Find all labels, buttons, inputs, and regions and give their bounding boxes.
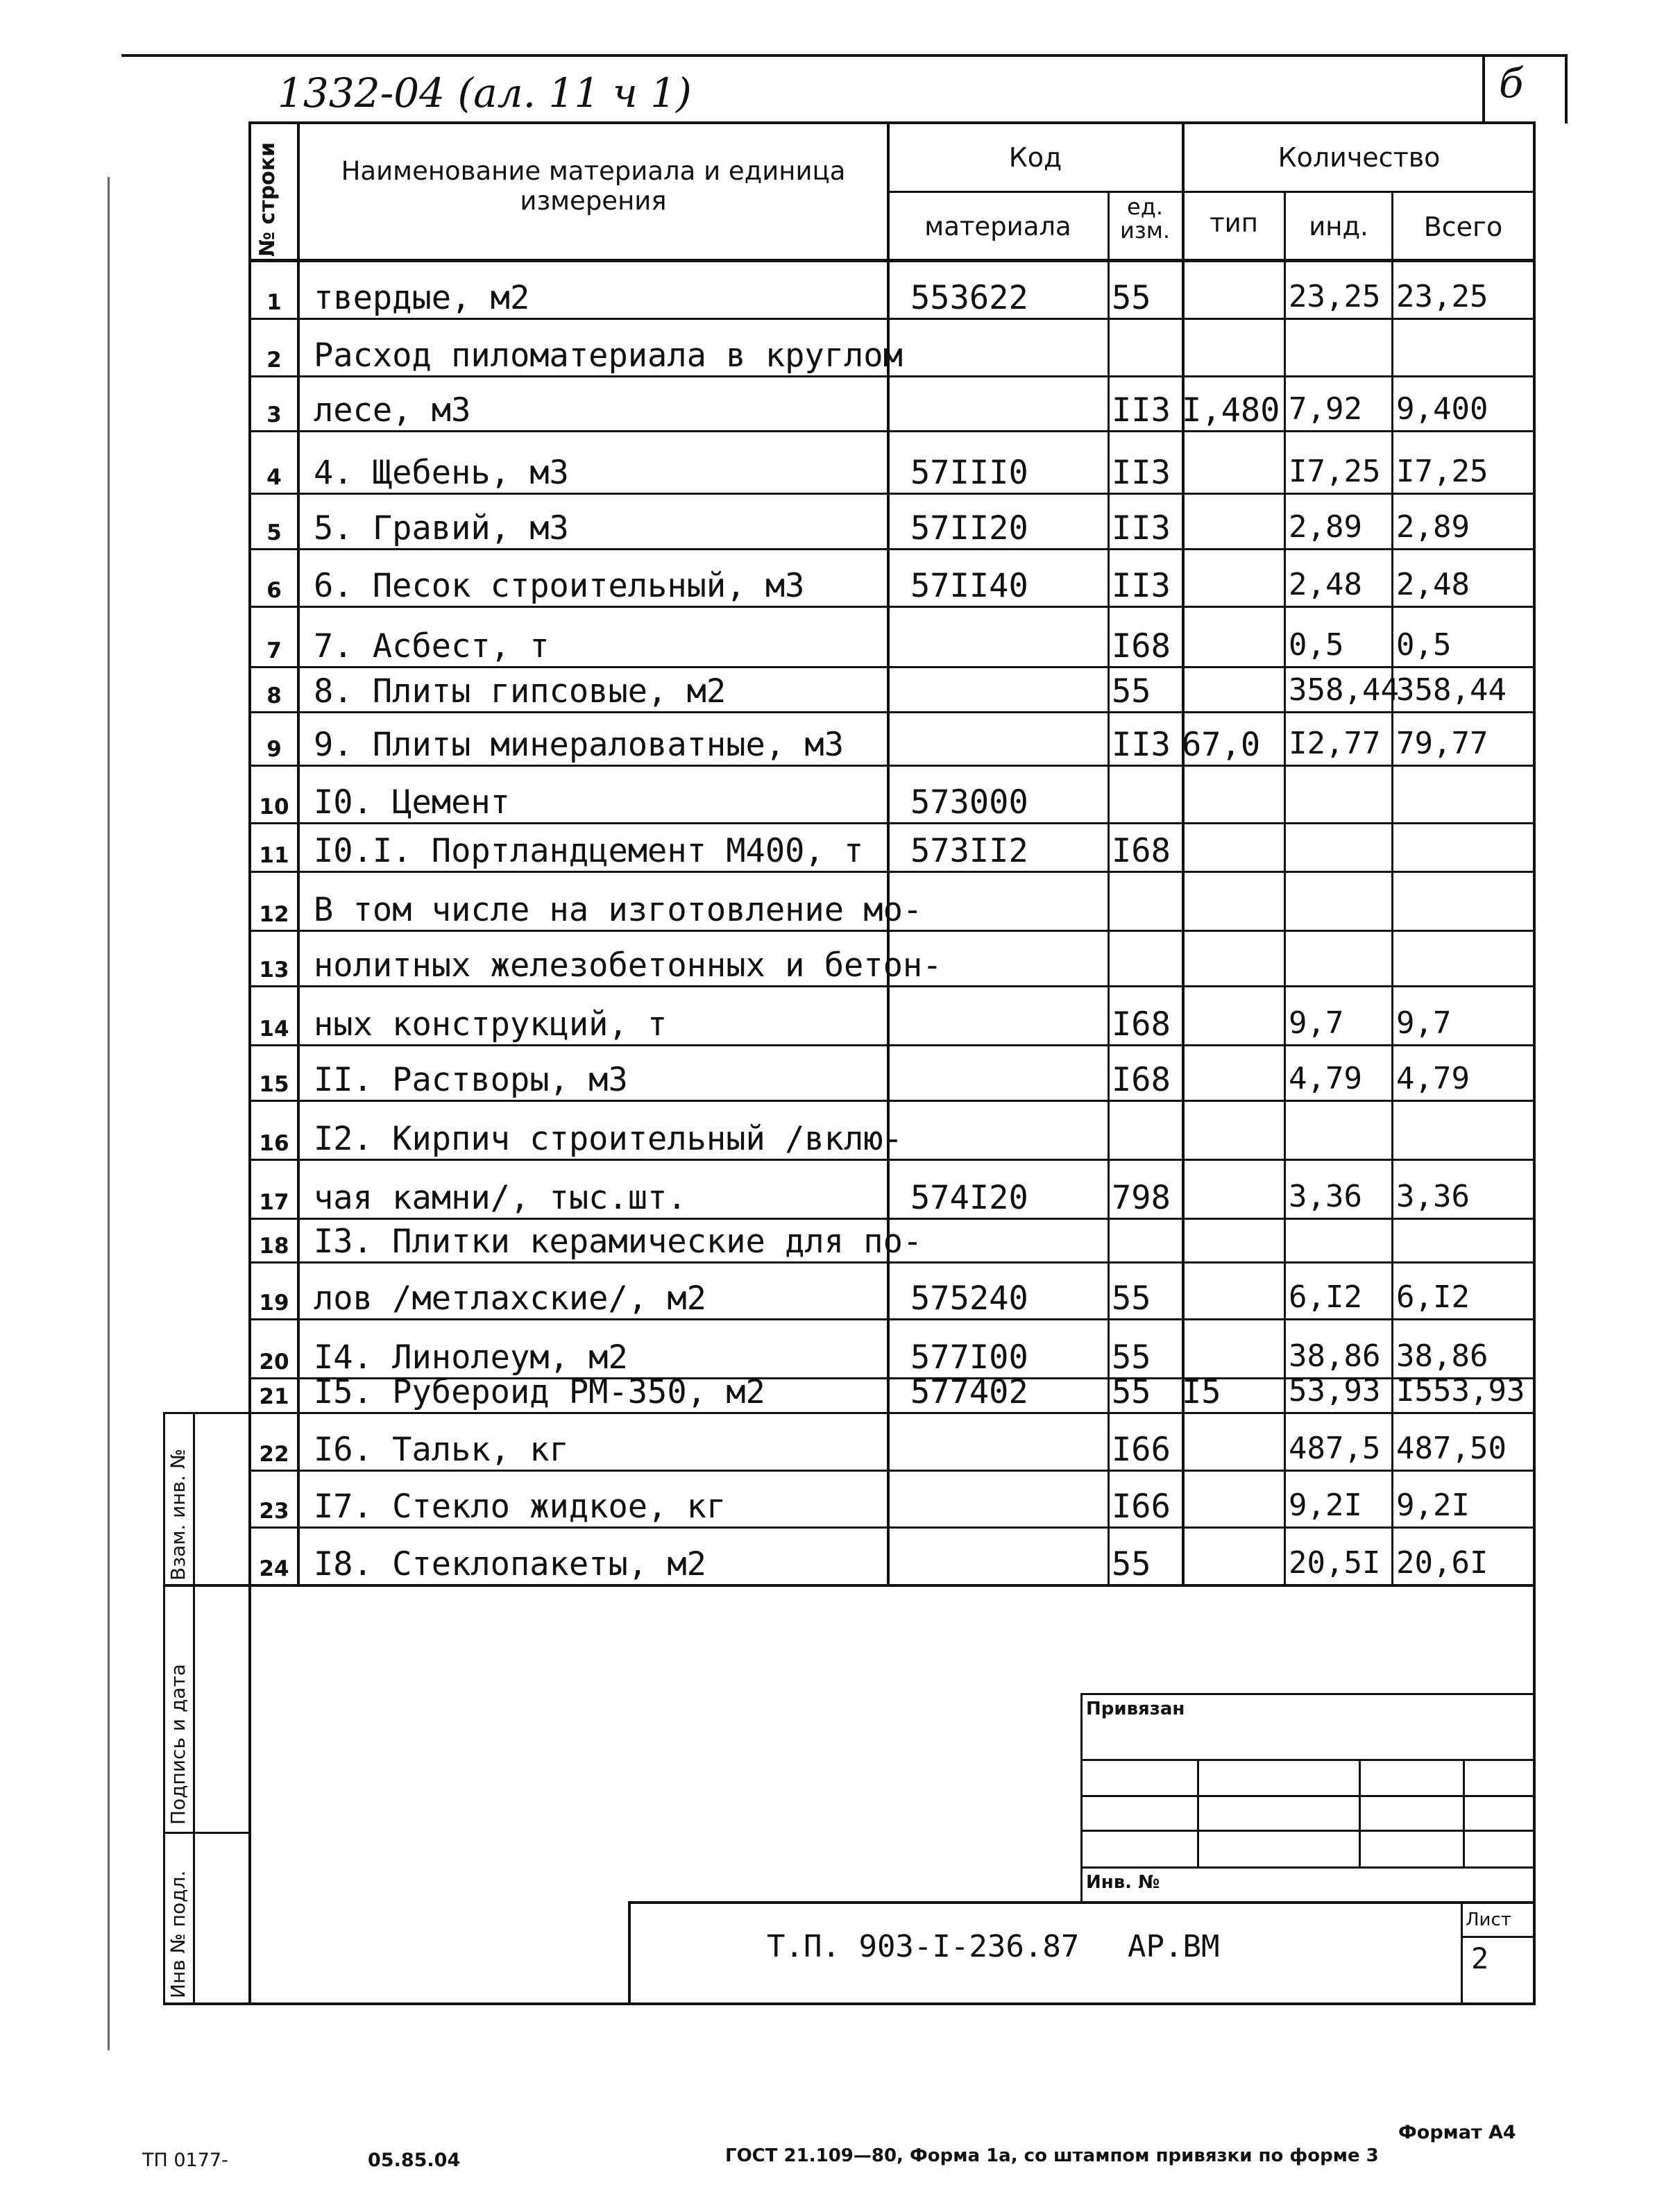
- inv-podl-label: Инв № подл.: [167, 1870, 189, 1998]
- row-divider: [248, 606, 1536, 608]
- cell-total: 2,48: [1396, 567, 1470, 602]
- cell-total: 9,400: [1396, 391, 1488, 427]
- row-divider: [248, 1526, 1536, 1529]
- stamp-line-4: [1080, 1866, 1536, 1869]
- row-divider: [248, 930, 1536, 932]
- document-code: Т.П. 903-I-236.87: [767, 1929, 1080, 1964]
- cell-ind: 2,89: [1289, 509, 1362, 545]
- cell-name: 7. Асбест, т: [314, 627, 550, 665]
- cell-name: 9. Плиты минераловатные, м3: [314, 726, 845, 764]
- row-divider: [248, 375, 1536, 377]
- row-divider: [248, 318, 1536, 320]
- table-bottom-line: [163, 1584, 1536, 1587]
- cell-total: 38,86: [1396, 1338, 1488, 1374]
- cell-name: I4. Линолеум, м2: [314, 1338, 628, 1377]
- top-border: [121, 54, 1565, 57]
- page-box-left: [1482, 54, 1485, 124]
- cell-unit: II3: [1112, 509, 1171, 547]
- row-number-header: № строки: [255, 142, 280, 257]
- row-divider: [248, 1100, 1536, 1102]
- cell-unit: 798: [1112, 1179, 1171, 1217]
- cell-unit: I68: [1112, 627, 1171, 665]
- cell-unit: 55: [1112, 672, 1151, 711]
- privyazan-label: Привязан: [1086, 1699, 1185, 1719]
- cell-name: Расход пиломатериала в круглом: [314, 337, 903, 375]
- cell-type: I,480: [1182, 391, 1280, 429]
- row-number: 1: [266, 290, 282, 315]
- cell-code: 574I20: [910, 1179, 1028, 1217]
- cell-ind: 3,36: [1289, 1179, 1362, 1214]
- cell-total: 23,25: [1396, 279, 1488, 314]
- cell-ind: 38,86: [1289, 1338, 1381, 1374]
- cell-total: 79,77: [1396, 726, 1488, 761]
- cell-name: 8. Плиты гипсовые, м2: [314, 672, 727, 711]
- document-section: АР.ВМ: [1128, 1929, 1220, 1964]
- cell-ind: 2,48: [1289, 567, 1362, 602]
- cell-unit: 55: [1112, 279, 1151, 317]
- row-divider: [248, 985, 1536, 987]
- cell-ind: 7,92: [1289, 391, 1362, 427]
- cell-name: I6. Тальк, кг: [314, 1431, 569, 1469]
- side-box-sep: [163, 1832, 250, 1834]
- quantity-total-header: Всего: [1423, 212, 1503, 242]
- cell-ind: 20,5I: [1289, 1545, 1381, 1581]
- side-box-left: [163, 1412, 165, 2005]
- row-number: 21: [259, 1384, 289, 1409]
- signature-date-label: Подпись и дата: [167, 1664, 189, 1825]
- code-group-header: Код: [1008, 142, 1062, 173]
- row-number: 13: [259, 958, 289, 982]
- side-box-inner: [193, 1412, 195, 2005]
- cell-ind: 487,5: [1289, 1431, 1381, 1466]
- name-column-header: Наименование материала и единица измерения: [341, 156, 846, 216]
- title-list-sep: [1461, 1901, 1463, 2005]
- row-divider: [248, 1412, 1536, 1414]
- cell-name: 4. Щебень, м3: [314, 454, 569, 492]
- cell-total: I7,25: [1396, 454, 1488, 489]
- cell-name: нолитных железобетонных и бетон-: [314, 946, 942, 985]
- footer-mid-code: 05.85.04: [368, 2150, 461, 2171]
- vline-unit: [1108, 191, 1110, 1585]
- cell-type: I5: [1182, 1373, 1221, 1411]
- inv-no-label: Инв. №: [1086, 1872, 1160, 1893]
- row-number: 9: [266, 737, 282, 762]
- cell-unit: I68: [1112, 1061, 1171, 1099]
- row-number: 24: [259, 1556, 289, 1581]
- cell-ind: I2,77: [1289, 726, 1381, 761]
- vzam-inv-label: Взам. инв. №: [167, 1448, 189, 1581]
- row-divider: [248, 1044, 1536, 1046]
- row-number: 20: [259, 1350, 289, 1375]
- cell-total: 2,89: [1396, 509, 1470, 545]
- cell-code: 577I00: [910, 1338, 1028, 1377]
- cell-code: 577402: [910, 1373, 1028, 1411]
- quantity-ind-header: инд.: [1309, 212, 1368, 241]
- cell-name: I0. Цемент: [314, 783, 510, 822]
- cell-code: 575240: [910, 1279, 1028, 1318]
- cell-total: I553,93: [1396, 1373, 1525, 1409]
- cell-code: 57II40: [910, 567, 1028, 605]
- cell-name: лесе, м3: [314, 391, 471, 429]
- row-divider: [248, 1470, 1536, 1472]
- cell-name: 5. Гравий, м3: [314, 509, 569, 547]
- row-number: 18: [259, 1234, 289, 1259]
- cell-total: 6,I2: [1396, 1279, 1470, 1315]
- stamp-left: [1080, 1693, 1083, 1903]
- cell-name: 6. Песок строительный, м3: [314, 567, 805, 605]
- cell-name: I0.I. Портландцемент М400, т: [314, 832, 864, 870]
- page-box-right: [1565, 54, 1568, 124]
- row-divider: [248, 666, 1536, 668]
- row-number: 17: [259, 1190, 289, 1215]
- cell-type: 67,0: [1182, 726, 1261, 764]
- vline-right: [1533, 121, 1536, 2005]
- row-number: 12: [259, 902, 289, 927]
- list-number: 2: [1471, 1941, 1489, 1975]
- row-number: 4: [266, 465, 282, 490]
- table-top-line: [248, 121, 1536, 124]
- cell-name: чая камни/, тыс.шт.: [314, 1179, 687, 1217]
- stamp-col-1: [1197, 1759, 1199, 1866]
- row-number: 11: [259, 843, 289, 868]
- row-number: 10: [259, 794, 289, 819]
- list-label: Лист: [1466, 1909, 1511, 1930]
- cell-ind: 9,7: [1289, 1005, 1344, 1041]
- cell-unit: 55: [1112, 1279, 1151, 1318]
- cell-unit: I66: [1112, 1488, 1171, 1526]
- cell-name: I7. Стекло жидкое, кг: [314, 1488, 727, 1526]
- code-material-header: материала: [924, 212, 1071, 241]
- vline-type: [1284, 191, 1286, 1585]
- cell-unit: 55: [1112, 1373, 1151, 1411]
- quantity-type-header: тип: [1210, 208, 1258, 238]
- cell-ind: 6,I2: [1289, 1279, 1362, 1315]
- row-divider: [248, 1261, 1536, 1264]
- stamp-col-3: [1463, 1759, 1465, 1866]
- cell-name: II. Растворы, м3: [314, 1061, 628, 1099]
- cell-ind: I7,25: [1289, 454, 1381, 489]
- cell-total: 9,7: [1396, 1005, 1452, 1041]
- cell-code: 57III0: [910, 454, 1028, 492]
- cell-total: 4,79: [1396, 1061, 1470, 1096]
- footer-gost: ГОСТ 21.109—80, Форма 1а, со штампом привязки по форме 3: [725, 2145, 1379, 2166]
- row-number: 19: [259, 1291, 289, 1316]
- header-mid-line: [887, 191, 1536, 193]
- header-bottom-line: [248, 259, 1536, 262]
- cell-name: В том числе на изготовление мо-: [314, 891, 923, 929]
- row-number: 7: [266, 638, 282, 663]
- title-top: [628, 1901, 1536, 1904]
- row-number: 14: [259, 1016, 289, 1041]
- cell-name: твердые, м2: [314, 279, 530, 317]
- row-number: 15: [259, 1072, 289, 1097]
- cell-ind: 53,93: [1289, 1373, 1381, 1409]
- title-list-line: [1461, 1936, 1536, 1938]
- left-margin-line: [108, 177, 110, 2050]
- cell-total: 487,50: [1396, 1431, 1507, 1466]
- cell-unit: I68: [1112, 1005, 1171, 1044]
- title-left: [628, 1901, 631, 2005]
- row-divider: [248, 1318, 1536, 1320]
- frame-bottom-line: [163, 2002, 1536, 2005]
- row-divider: [248, 1218, 1536, 1220]
- stamp-line-1: [1080, 1759, 1536, 1761]
- cell-unit: I66: [1112, 1431, 1171, 1469]
- cell-ind: 23,25: [1289, 279, 1381, 314]
- row-divider: [248, 430, 1536, 432]
- stamp-line-2: [1080, 1795, 1536, 1797]
- code-unit-header: ед. изм.: [1119, 194, 1171, 244]
- cell-unit: II3: [1112, 726, 1171, 764]
- row-number: 16: [259, 1131, 289, 1156]
- cell-unit: II3: [1112, 454, 1171, 492]
- row-divider: [248, 871, 1536, 873]
- row-number: 3: [266, 402, 282, 427]
- cell-code: 553622: [910, 279, 1028, 317]
- cell-name: ных конструкций, т: [314, 1005, 668, 1044]
- stamp-line-3: [1080, 1830, 1536, 1832]
- vline-qty: [1182, 121, 1185, 1585]
- cell-ind: 0,5: [1289, 627, 1344, 663]
- row-divider: [248, 548, 1536, 550]
- cell-ind: 4,79: [1289, 1061, 1362, 1096]
- stamp-col-2: [1359, 1759, 1361, 1866]
- row-number: 2: [266, 348, 282, 373]
- cell-name: I8. Стеклопакеты, м2: [314, 1545, 706, 1583]
- handwritten-reference: 1332-04 (ал. 11 ч 1): [278, 69, 692, 117]
- quantity-group-header: Количество: [1278, 142, 1441, 173]
- row-divider: [248, 765, 1536, 767]
- row-number: 5: [266, 520, 282, 545]
- cell-unit: II3: [1112, 391, 1171, 429]
- cell-total: 9,2I: [1396, 1488, 1470, 1523]
- cell-name: I3. Плитки керамические для по-: [314, 1223, 923, 1261]
- cell-total: 3,36: [1396, 1179, 1470, 1214]
- row-divider: [248, 1159, 1536, 1161]
- page-mark: б: [1499, 60, 1524, 107]
- vline-ind: [1391, 191, 1393, 1585]
- cell-name: I2. Кирпич строительный /вклю-: [314, 1120, 903, 1158]
- stamp-top: [1080, 1693, 1536, 1695]
- cell-unit: 55: [1112, 1338, 1151, 1377]
- cell-code: 573II2: [910, 832, 1028, 870]
- cell-ind: 9,2I: [1289, 1488, 1362, 1523]
- row-number: 22: [259, 1442, 289, 1467]
- row-number: 6: [266, 578, 282, 603]
- cell-name: I5. Рубероид РМ-350, м2: [314, 1373, 765, 1411]
- row-number: 23: [259, 1499, 289, 1524]
- cell-ind: 358,44: [1289, 672, 1399, 708]
- cell-unit: 55: [1112, 1545, 1151, 1583]
- row-divider: [248, 493, 1536, 495]
- cell-code: 573000: [910, 783, 1028, 822]
- cell-total: 20,6I: [1396, 1545, 1488, 1581]
- cell-total: 358,44: [1396, 672, 1507, 708]
- row-divider: [248, 711, 1536, 713]
- cell-unit: I68: [1112, 832, 1171, 870]
- cell-total: 0,5: [1396, 627, 1452, 663]
- cell-code: 57II20: [910, 509, 1028, 547]
- format-label: Формат А4: [1398, 2122, 1516, 2143]
- side-box-top: [163, 1412, 250, 1414]
- footer-left-code: ТП 0177-: [142, 2150, 228, 2171]
- cell-unit: II3: [1112, 567, 1171, 605]
- cell-name: лов /метлахские/, м2: [314, 1279, 706, 1318]
- row-divider: [248, 822, 1536, 824]
- row-number: 8: [266, 683, 282, 708]
